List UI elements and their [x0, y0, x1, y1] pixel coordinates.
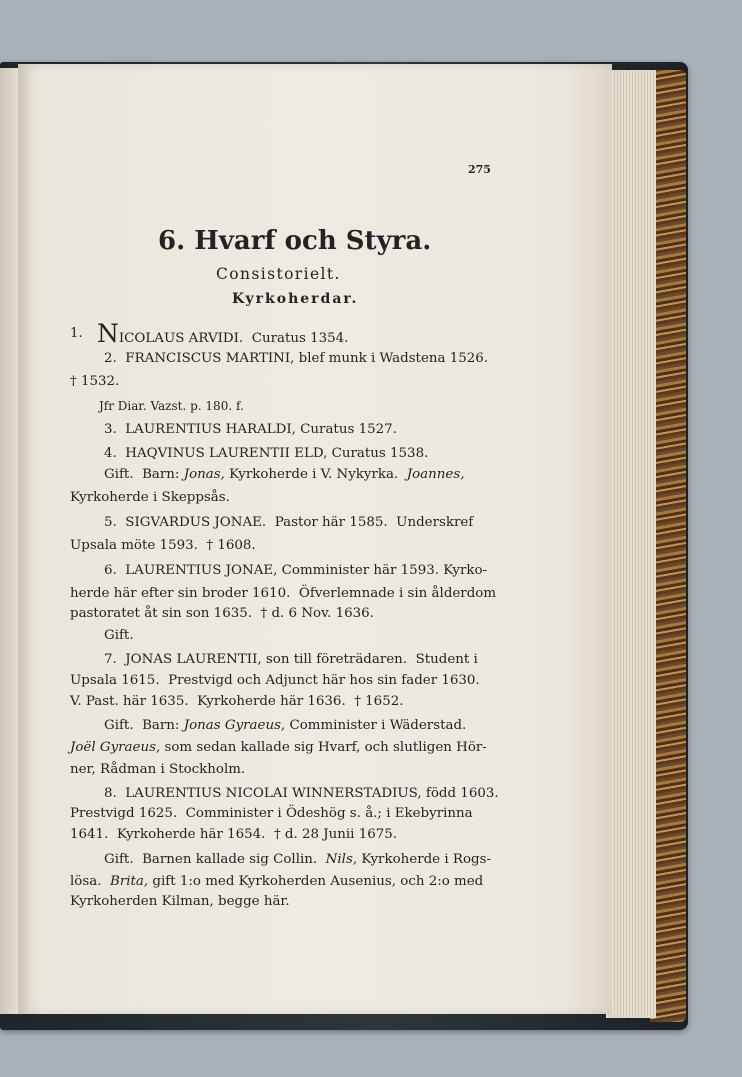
entry-line: Prestvigd 1625. Comminister i Ödeshög s. å.; i Ekebyrinna	[70, 806, 473, 821]
section-heading: Kyrkoherdar.	[232, 291, 359, 307]
entry-line: pastoratet åt sin son 1635. † d. 6 Nov. 1636.	[70, 606, 374, 621]
entry-line: Upsala möte 1593. † 1608.	[70, 538, 256, 553]
entry-line: Upsala 1615. Prestvigd och Adjunct här hos sin fader 1630.	[70, 673, 480, 688]
entry-line: herde här efter sin broder 1610. Öfverlemnade i sin ålderdom	[70, 586, 497, 601]
entry-line: Kyrkoherden Kilman, begge här.	[70, 894, 290, 909]
entry-line: 8. LAURENTIUS NICOLAI WINNERSTADIUS, född 1603.	[104, 786, 499, 801]
page-number: 275	[468, 163, 491, 176]
entry-line: Joël Gyraeus, som sedan kallade sig Hvarf, och slutligen Hör-	[70, 740, 487, 755]
entry-line: Jfr Diar. Vazst. p. 180. f.	[99, 399, 244, 413]
entry-number: 1.	[70, 326, 83, 341]
entry-line: Gift. Barnen kallade sig Collin. Nils, Kyrkoherde i Rogs-	[104, 852, 491, 867]
entry-line: 6. LAURENTIUS JONAE, Comminister här 1593. Kyrko-	[104, 563, 488, 578]
entry-line: 4. HAQVINUS LAURENTII ELD, Curatus 1538.	[104, 446, 429, 461]
entry-line: 3. LAURENTIUS HARALDI, Curatus 1527.	[104, 422, 397, 437]
entry-line: 1641. Kyrkoherde här 1654. † d. 28 Junii 1675.	[70, 827, 398, 842]
entry-line: 2. FRANCISCUS MARTINI, blef munk i Wadstena 1526.	[104, 351, 489, 366]
entry-line: † 1532.	[70, 374, 120, 389]
chapter-title: 6. Hvarf och Styra.	[158, 226, 432, 256]
entry-line: Kyrkoherde i Skeppsås.	[70, 490, 230, 505]
entry-line: ner, Rådman i Stockholm.	[70, 762, 246, 777]
entry-line: 5. SIGVARDUS JONAE. Pastor här 1585. Underskref	[104, 515, 474, 530]
drop-cap: N	[97, 319, 119, 348]
chapter-subtitle: Consistorielt.	[216, 265, 341, 283]
entry-line: Gift. Barn: Jonas Gyraeus, Comminister i Wäderstad.	[104, 718, 467, 733]
entry-line: NICOLAUS ARVIDI. Curatus 1354.	[97, 319, 349, 348]
entry-line: 7. JONAS LAURENTII, son till företrädaren. Student i	[104, 652, 478, 667]
entry-line: Gift. Barn: Jonas, Kyrkoherde i V. Nykyrka. Joannes,	[104, 467, 465, 482]
entry-line: lösa. Brita, gift 1:o med Kyrkoherden Ausenius, och 2:o med	[70, 874, 484, 889]
entry-line: V. Past. här 1635. Kyrkoherde här 1636. † 1652.	[70, 694, 404, 709]
entry-line: Gift.	[104, 628, 134, 643]
